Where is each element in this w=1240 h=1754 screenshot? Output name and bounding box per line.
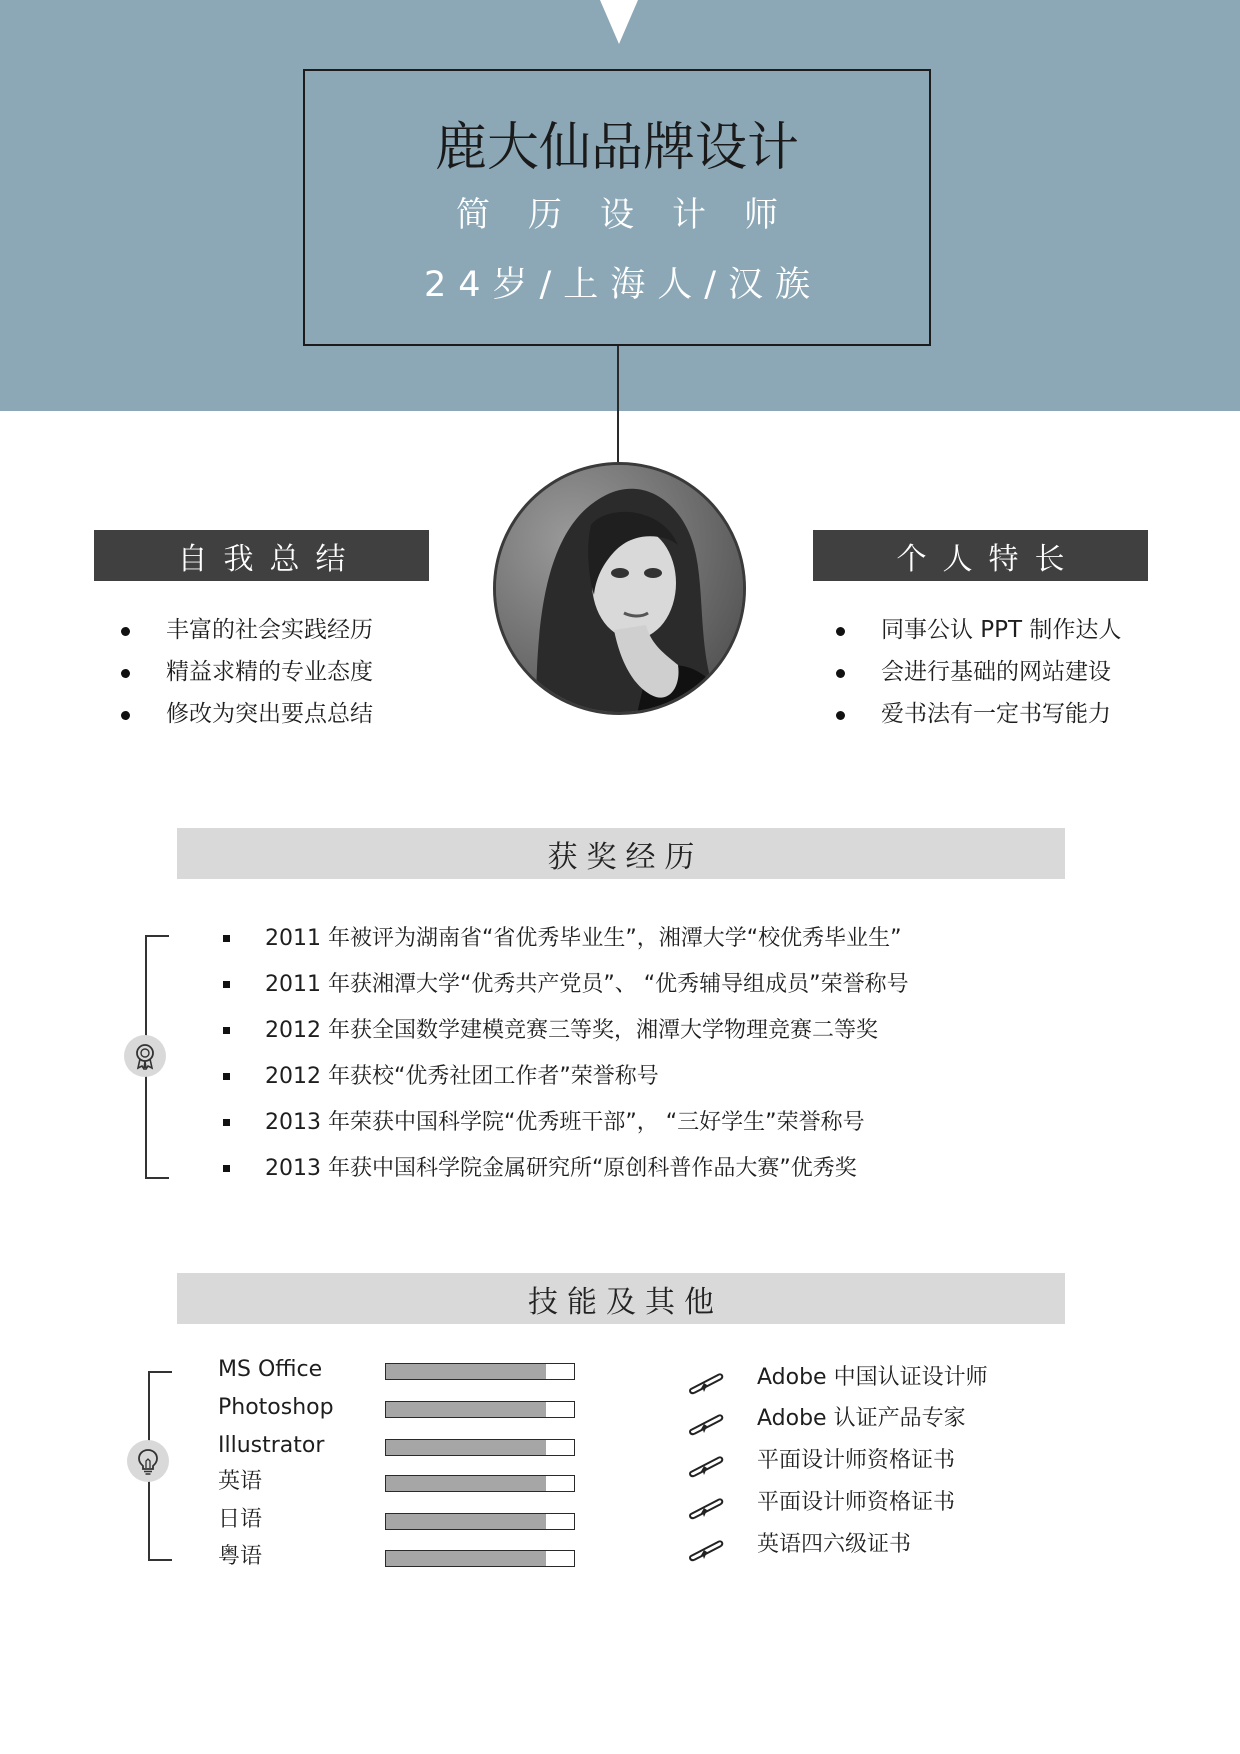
skill-level-bar xyxy=(385,1550,575,1567)
certificate-label: 平面设计师资格证书 xyxy=(757,1448,956,1473)
skill-level-fill xyxy=(386,1364,546,1379)
certificate-label: 平面设计师资格证书 xyxy=(757,1490,956,1515)
awards-list xyxy=(220,925,909,1201)
bullet-dot xyxy=(836,711,845,720)
lightbulb-icon xyxy=(127,1440,169,1482)
strengths-list xyxy=(836,616,1121,742)
award-ribbon-icon xyxy=(124,1035,166,1077)
skills-heading: 技能及其他 xyxy=(177,1273,1065,1324)
bullet-square xyxy=(223,1073,230,1080)
bullet-dot xyxy=(121,669,130,678)
bullet-square xyxy=(223,981,230,988)
list-item: 2013 年荣获中国科学院“优秀班干部”， “三好学生”荣誉称号 xyxy=(220,1109,909,1155)
list-item: 会进行基础的网站建设 xyxy=(836,658,1121,700)
list-item: 2011 年被评为湖南省“省优秀毕业生”，湘潭大学“校优秀毕业生” xyxy=(220,925,909,971)
diploma-scroll-icon xyxy=(688,1534,728,1562)
skill-level-fill xyxy=(386,1476,546,1491)
skill-level-fill xyxy=(386,1440,546,1455)
summary-heading: 自我总结 xyxy=(94,530,429,581)
awards-heading: 获奖经历 xyxy=(177,828,1065,879)
connector-line xyxy=(617,346,619,462)
skill-level-bar xyxy=(385,1363,575,1380)
skill-label: Photoshop xyxy=(218,1395,334,1420)
personal-info: 24岁/上海人/汉族 xyxy=(423,265,823,305)
bullet-square xyxy=(223,1119,230,1126)
certificate-label: Adobe 认证产品专家 xyxy=(757,1406,966,1431)
list-item: 2012 年获校“优秀社团工作者”荣誉称号 xyxy=(220,1063,909,1109)
bullet-square xyxy=(223,935,230,942)
skill-level-bar xyxy=(385,1513,575,1530)
list-item: 2012 年获全国数学建模竞赛三等奖，湘潭大学物理竞赛二等奖 xyxy=(220,1017,909,1063)
skill-label: 日语 xyxy=(218,1507,263,1532)
bullet-dot xyxy=(836,669,845,678)
bullet-square xyxy=(223,1165,230,1172)
list-item: 同事公认 PPT 制作达人 xyxy=(836,616,1121,658)
diploma-scroll-icon xyxy=(688,1408,728,1436)
skill-label: 粤语 xyxy=(218,1544,263,1569)
person-name: 鹿大仙品牌设计 xyxy=(434,118,799,178)
diploma-scroll-icon xyxy=(688,1450,728,1478)
strengths-heading: 个人特长 xyxy=(813,530,1148,581)
job-title: 简历设计师 xyxy=(456,195,816,235)
skill-label: Illustrator xyxy=(218,1433,325,1458)
portrait-illustration xyxy=(496,465,746,715)
header-notch xyxy=(600,0,638,44)
skill-level-bar xyxy=(385,1401,575,1418)
bullet-square xyxy=(223,1027,230,1034)
list-item: 2011 年获湘潭大学“优秀共产党员”、 “优秀辅导组成员”荣誉称号 xyxy=(220,971,909,1017)
list-item: 丰富的社会实践经历 xyxy=(121,616,373,658)
bullet-dot xyxy=(121,711,130,720)
skill-level-bar xyxy=(385,1475,575,1492)
certificate-label: Adobe 中国认证设计师 xyxy=(757,1365,988,1390)
skill-level-fill xyxy=(386,1551,546,1566)
skill-label: 英语 xyxy=(218,1469,263,1494)
skill-level-bar xyxy=(385,1439,575,1456)
list-item: 修改为突出要点总结 xyxy=(121,700,373,742)
summary-list xyxy=(121,616,373,742)
certificate-label: 英语四六级证书 xyxy=(757,1532,912,1557)
diploma-scroll-icon xyxy=(688,1492,728,1520)
diploma-scroll-icon xyxy=(688,1367,728,1395)
title-box xyxy=(303,69,931,346)
skill-level-fill xyxy=(386,1514,546,1529)
list-item: 爱书法有一定书写能力 xyxy=(836,700,1121,742)
skill-level-fill xyxy=(386,1402,546,1417)
profile-photo xyxy=(493,462,746,715)
skill-label: MS Office xyxy=(218,1357,323,1382)
bullet-dot xyxy=(836,627,845,636)
bullet-dot xyxy=(121,627,130,636)
list-item: 2013 年获中国科学院金属研究所“原创科普作品大赛”优秀奖 xyxy=(220,1155,909,1201)
list-item: 精益求精的专业态度 xyxy=(121,658,373,700)
